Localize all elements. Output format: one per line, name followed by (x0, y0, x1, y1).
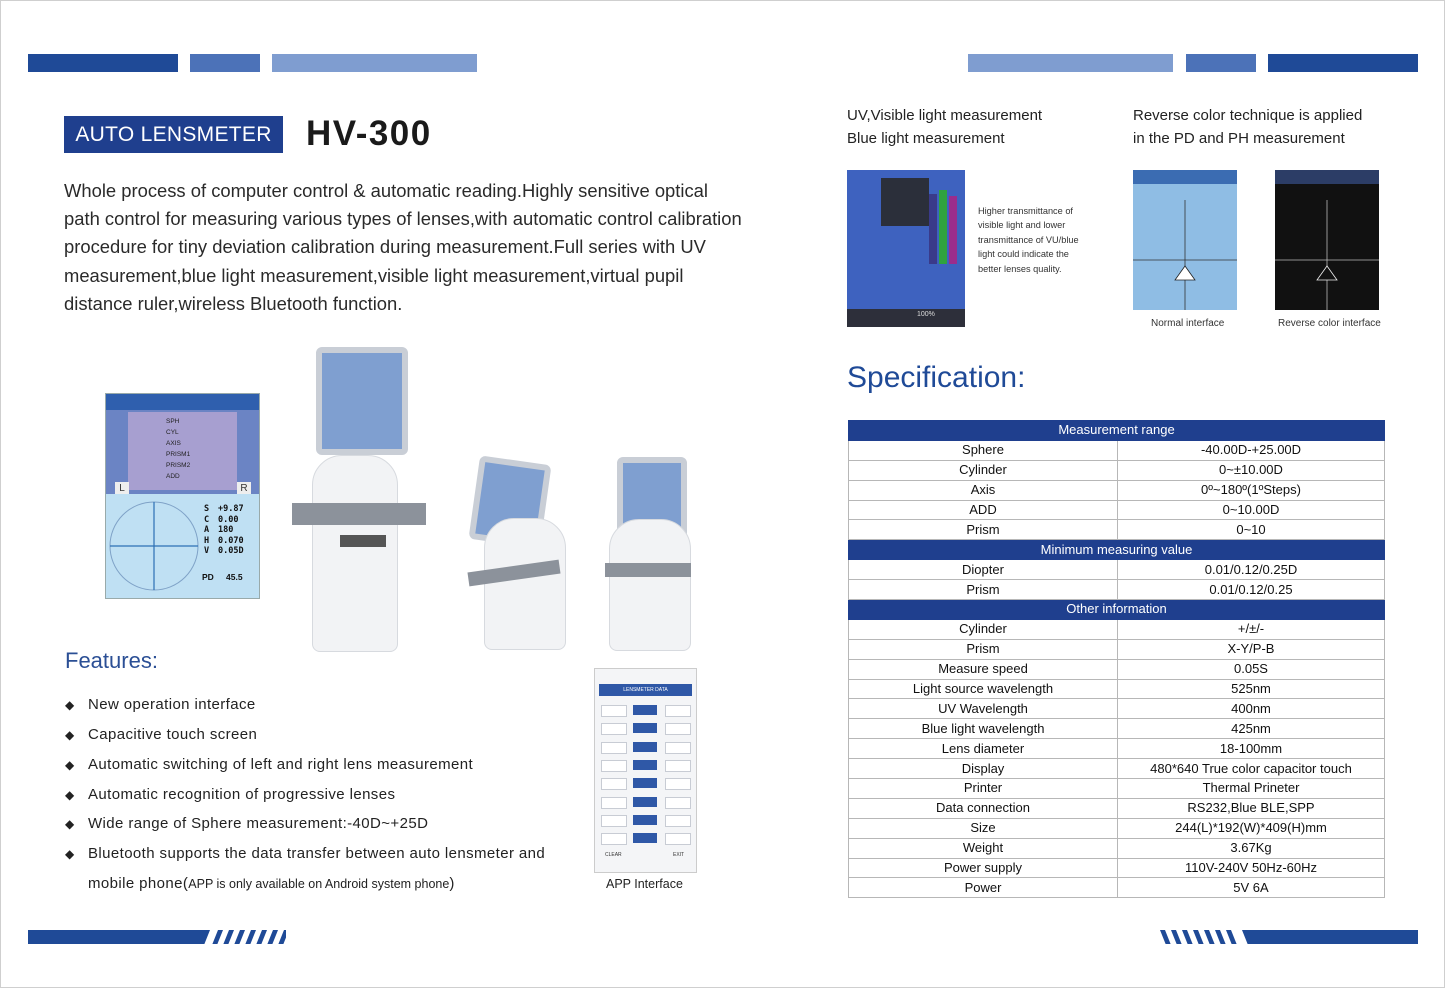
spec-label: Cylinder (849, 460, 1118, 480)
spec-label: Weight (849, 838, 1118, 858)
app-field (665, 797, 691, 809)
app-interface-caption: APP Interface (606, 877, 683, 891)
uv-screen-graphic (847, 170, 965, 327)
pd-value: 45.5 (226, 572, 243, 582)
lensmeter-angle-image (603, 455, 698, 655)
spec-section-header (849, 600, 1385, 620)
uv-line-2: Blue light measurement (847, 130, 1005, 147)
spec-row (849, 619, 1385, 639)
model-title: HV-300 (306, 114, 432, 153)
feature-item: ◆ Capacitive touch screen (65, 726, 258, 743)
left-lens-label: L (115, 482, 129, 496)
pd-label: PD (202, 572, 214, 582)
spec-row (849, 878, 1385, 898)
spec-row (849, 659, 1385, 679)
app-field (601, 778, 627, 790)
spec-value: -40.00D-+25.00D (1118, 440, 1385, 460)
app-field (601, 760, 627, 772)
reverse-graticule (1275, 170, 1379, 310)
spec-section-title: Other information (849, 600, 1385, 620)
feature-item: ◆ Automatic recognition of progressive lenses (65, 786, 396, 803)
feature-text: Automatic recognition of progressive lenses (88, 786, 396, 803)
product-description: Whole process of computer control & automatic reading.Highly sensitive optical path control for measuring various types of lenses,with automatic control calibration procedure for tiny deviation calibration during measurement.Full series with UV measurement,blue light measurement,visible light measurement,virtual pupil distance ruler,wireless Bluetooth function. (64, 180, 742, 314)
screen-reading-key: H (204, 535, 210, 546)
spec-label: UV Wavelength (849, 699, 1118, 719)
spec-row (849, 858, 1385, 878)
screen-value-label: SPH (166, 418, 180, 425)
spec-label: Display (849, 759, 1118, 779)
spec-row (849, 520, 1385, 540)
specification-table (848, 420, 1385, 898)
spec-row (849, 739, 1385, 759)
feature-item: ◆ Automatic switching of left and right lens measurement (65, 756, 474, 773)
app-field (665, 833, 691, 845)
spec-label: Axis (849, 480, 1118, 500)
top-bar-left-2 (190, 54, 260, 72)
app-field (665, 723, 691, 735)
spec-value: 110V-240V 50Hz-60Hz (1118, 858, 1385, 878)
app-field (601, 723, 627, 735)
spec-value: 0º~180º(1ºSteps) (1118, 480, 1385, 500)
screen-reading-key: S (204, 504, 210, 514)
spec-value: RS232,Blue BLE,SPP (1118, 798, 1385, 818)
spec-section-header (849, 540, 1385, 560)
spec-value: 525nm (1118, 679, 1385, 699)
screen-reading-row (204, 546, 244, 557)
stripe-mark (212, 930, 223, 944)
spec-value: 400nm (1118, 699, 1385, 719)
feature-item-continued (88, 875, 455, 892)
uv-measurement-heading (847, 104, 1042, 150)
app-field-label (633, 760, 657, 770)
top-bar-right-3 (1268, 54, 1418, 72)
spec-value: 0.01/0.12/0.25 (1118, 580, 1385, 600)
spec-row (849, 818, 1385, 838)
spec-value: 3.67Kg (1118, 838, 1385, 858)
screen-value-panel (128, 412, 237, 490)
spec-value: 0~10.00D (1118, 500, 1385, 520)
app-field (601, 742, 627, 754)
spec-row (849, 440, 1385, 460)
spec-value: 0.01/0.12/0.25D (1118, 560, 1385, 580)
app-field (665, 705, 691, 717)
spec-value: 0.05S (1118, 659, 1385, 679)
screen-thumbnail (105, 393, 260, 599)
spec-row (849, 699, 1385, 719)
screen-reading-row (204, 515, 244, 526)
app-header-label: LENSMETER DATA (623, 687, 668, 693)
feature-text: Capacitive touch screen (88, 726, 258, 743)
app-field-label (633, 742, 657, 752)
lensmeter-side-image (466, 458, 578, 654)
top-bar-right-1 (968, 54, 1173, 72)
stripe-mark (1193, 930, 1204, 944)
bottom-right-stripe (1160, 930, 1418, 944)
top-bar-right-2 (1186, 54, 1256, 72)
spec-label: Lens diameter (849, 739, 1118, 759)
app-exit-label: EXIT (673, 852, 685, 858)
stripe-mark (223, 930, 234, 944)
app-field (665, 760, 691, 772)
app-field (665, 742, 691, 754)
screen-reading-row (204, 536, 244, 547)
spec-value: 0~±10.00D (1118, 460, 1385, 480)
stripe-mark (245, 930, 256, 944)
app-field-label (633, 797, 657, 807)
spec-section-title: Measurement range (849, 421, 1385, 441)
stripe-mark (1204, 930, 1215, 944)
transmittance-note: Higher transmittance of visible light and lower transmittance of VU/blue light could indicate the better lenses quality. (978, 206, 1079, 274)
spec-value: 425nm (1118, 719, 1385, 739)
lensmeter-front-image (292, 345, 432, 655)
spec-section-title: Minimum measuring value (849, 540, 1385, 560)
reverse-interface-caption: Reverse color interface (1278, 318, 1381, 329)
spec-row (849, 759, 1385, 779)
screen-value-label: PRISM2 (166, 462, 191, 469)
feature-item: ◆ Wide range of Sphere measurement:-40D~+25D (65, 815, 429, 832)
app-header (599, 684, 692, 696)
app-field (601, 797, 627, 809)
uv-measurement-screen (847, 170, 965, 327)
spec-value: 18-100mm (1118, 739, 1385, 759)
spec-value: 0~10 (1118, 520, 1385, 540)
normal-interface-screen (1133, 170, 1237, 310)
reverse-interface-screen (1275, 170, 1379, 310)
spec-row (849, 580, 1385, 600)
top-bar-left-3 (272, 54, 477, 72)
screen-reading-value: 0.00 (218, 514, 239, 525)
spec-value: 5V 6A (1118, 878, 1385, 898)
uv-line-1: UV,Visible light measurement (847, 107, 1043, 124)
spec-label: Printer (849, 779, 1118, 799)
app-field-label (633, 705, 657, 715)
spec-row (849, 560, 1385, 580)
screen-reading-value: +9.87 (218, 504, 244, 514)
feature-text: Wide range of Sphere measurement:-40D~+25D (88, 815, 429, 832)
normal-graticule (1133, 170, 1237, 310)
screen-reading-value: 0.05D (218, 546, 244, 556)
stripe-mark (256, 930, 267, 944)
screen-reading-row (204, 504, 244, 515)
screen-reading-key: C (204, 514, 210, 525)
screen-toolbar (106, 394, 259, 410)
spec-value: Thermal Prineter (1118, 779, 1385, 799)
zoom-level: 100% (917, 311, 935, 318)
top-bar-left-1 (28, 54, 178, 72)
spec-value: 244(L)*192(W)*409(H)mm (1118, 818, 1385, 838)
app-field-label (633, 833, 657, 843)
features-title: Features: (65, 648, 158, 673)
screen-value-label: CYL (166, 429, 179, 436)
spec-label: Measure speed (849, 659, 1118, 679)
stripe-mark (234, 930, 245, 944)
stripe-mark (278, 930, 286, 944)
app-field-label (633, 723, 657, 733)
spec-label: Data connection (849, 798, 1118, 818)
spec-row (849, 838, 1385, 858)
spec-label: Prism (849, 520, 1118, 540)
screen-value-label: ADD (166, 473, 180, 480)
bottom-left-stripe (28, 930, 286, 944)
screen-reading-key: V (204, 546, 210, 556)
app-field (665, 815, 691, 827)
reverse-line-2: in the PD and PH measurement (1133, 130, 1345, 147)
spec-row (849, 460, 1385, 480)
product-badge: AUTO LENSMETER (64, 116, 283, 153)
spec-label: Size (849, 818, 1118, 838)
stripe-mark (1171, 930, 1182, 944)
app-field (601, 833, 627, 845)
spec-label: Prism (849, 580, 1118, 600)
android-note: APP is only available on Android system phone (188, 877, 450, 891)
spec-row (849, 500, 1385, 520)
reverse-line-1: Reverse color technique is applied (1133, 107, 1363, 124)
spec-value: +/±/- (1118, 619, 1385, 639)
right-lens-label: R (237, 482, 251, 496)
screen-reading-value: 180 (218, 525, 234, 535)
spec-label: Power (849, 878, 1118, 898)
app-field (601, 705, 627, 717)
stripe-mark (267, 930, 278, 944)
specification-title: Specification: (847, 361, 1026, 394)
app-field (665, 778, 691, 790)
feature-item: ◆ Bluetooth supports the data transfer between auto lensmeter and (65, 845, 546, 862)
spec-value: 480*640 True color capacitor touch (1118, 759, 1385, 779)
spec-label: Light source wavelength (849, 679, 1118, 699)
feature-item: ◆ New operation interface (65, 696, 256, 713)
screen-value-label: AXIS (166, 440, 181, 447)
screen-reading-row (204, 525, 244, 536)
screen-value-label: PRISM1 (166, 451, 191, 458)
stripe-mark (1226, 930, 1237, 944)
stripe-mark (1160, 930, 1171, 944)
feature-text: Bluetooth supports the data transfer between auto lensmeter and (88, 845, 546, 862)
spec-row (849, 639, 1385, 659)
app-field-label (633, 815, 657, 825)
screen-reading-key: A (204, 525, 210, 535)
feature-text: New operation interface (88, 696, 256, 713)
spec-label: Diopter (849, 560, 1118, 580)
app-clear-label: CLEAR (605, 852, 622, 858)
spec-label: Cylinder (849, 619, 1118, 639)
feature-text: Automatic switching of left and right lens measurement (88, 756, 474, 773)
spec-label: Sphere (849, 440, 1118, 460)
stripe-mark (1215, 930, 1226, 944)
feature-text: mobile phone( (88, 875, 189, 892)
app-field-label (633, 778, 657, 788)
app-field (601, 815, 627, 827)
spec-value: X-Y/P-B (1118, 639, 1385, 659)
spec-section-header (849, 421, 1385, 441)
spec-row (849, 779, 1385, 799)
screen-reading-value: 0.070 (218, 535, 244, 546)
spec-label: Blue light wavelength (849, 719, 1118, 739)
screen-dial (106, 494, 259, 598)
feature-text: ) (449, 875, 455, 892)
stripe-mark (1182, 930, 1193, 944)
spec-row (849, 719, 1385, 739)
reverse-color-heading (1133, 104, 1362, 150)
normal-interface-caption: Normal interface (1151, 318, 1225, 329)
app-interface-image (594, 668, 697, 873)
spec-row (849, 480, 1385, 500)
spec-label: Prism (849, 639, 1118, 659)
spec-label: Power supply (849, 858, 1118, 878)
spec-row (849, 679, 1385, 699)
spec-label: ADD (849, 500, 1118, 520)
spec-row (849, 798, 1385, 818)
